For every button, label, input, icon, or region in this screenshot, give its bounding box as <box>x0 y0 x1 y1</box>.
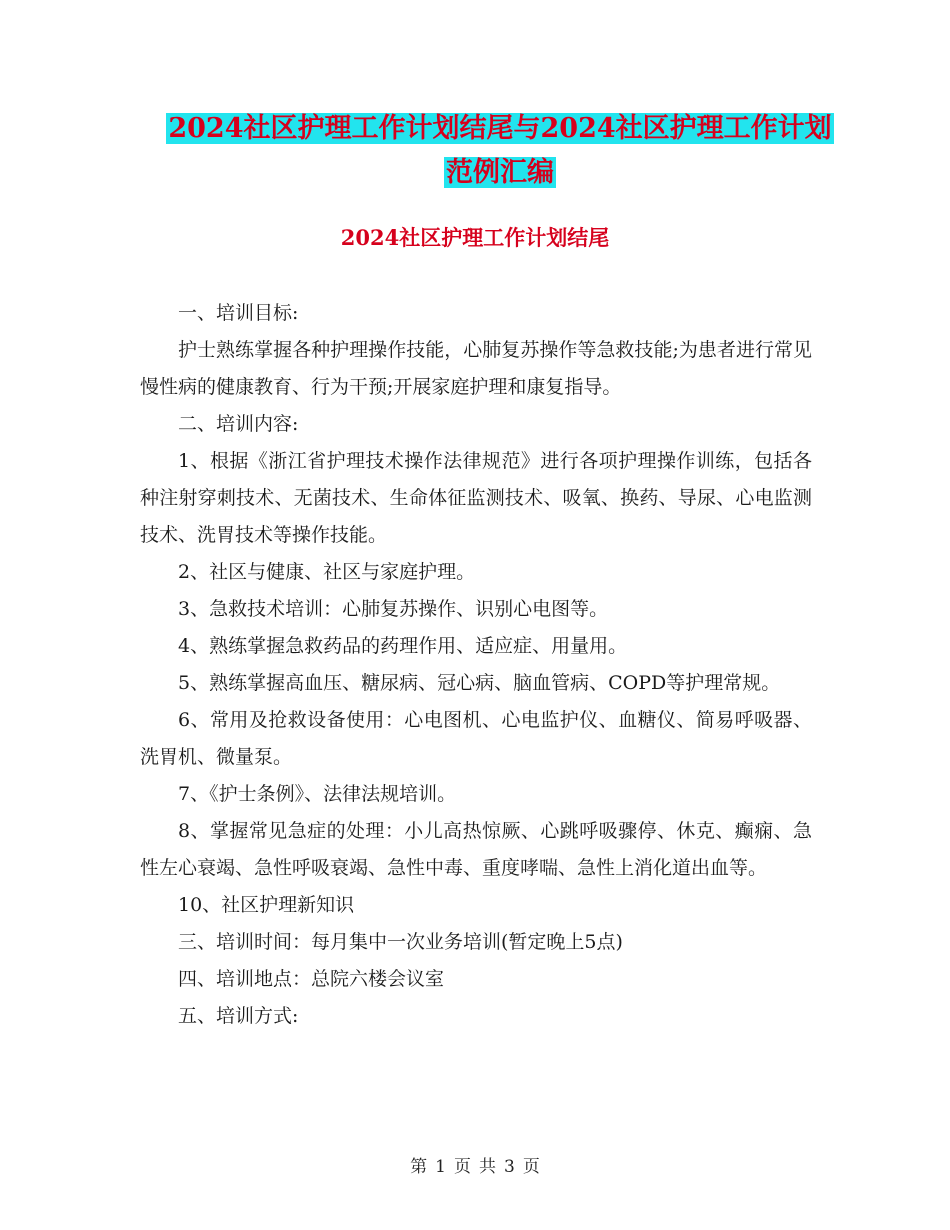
footer-label-ye: 页 <box>454 1157 471 1177</box>
doc-title-line1 <box>140 110 860 148</box>
doc-body <box>140 295 812 1035</box>
current-page-number: 1 <box>435 1157 446 1177</box>
footer-label-ye2: 页 <box>522 1157 540 1177</box>
footer-label-di: 第 <box>410 1157 428 1177</box>
title-line2-text: 范例汇编 <box>446 157 554 188</box>
paragraph: 2、社区与健康、社区与家庭护理。 <box>178 561 476 583</box>
footer-label-gong: 共 <box>479 1157 496 1177</box>
paragraph: 4、熟练掌握急救药品的药理作用、适应症、用量用。 <box>178 635 628 657</box>
paragraph: 3、急救技术培训：心肺复苏操作、识别心电图等。 <box>178 598 609 620</box>
paragraph: 6、常用及抢救设备使用：心电图机、心电监护仪、血糖仪、简易呼吸器、洗胃机、微量泵。 <box>140 709 812 768</box>
paragraph: 五、培训方式: <box>178 1005 299 1027</box>
page-footer <box>0 1152 950 1177</box>
paragraph: 8、掌握常见急症的处理：小儿高热惊厥、心跳呼吸骤停、休克、癫痫、急性左心衰竭、急性呼吸衰竭、急性中毒、重度哮喘、急性上消化道出血等。 <box>140 820 812 879</box>
doc-title-line2 <box>140 154 860 192</box>
paragraph: 7、《护士条例》、法律法规培训。 <box>178 783 457 805</box>
paragraph: 1、根据《浙江省护理技术操作法律规范》进行各项护理操作训练，包括各种注射穿刺技术、无菌技术、生命体征监测技术、吸氧、换药、导尿、心电监测技术、洗胃技术等操作技能。 <box>140 450 812 546</box>
paragraph: 三、培训时间：每月集中一次业务培训(暂定晚上5点) <box>178 931 623 953</box>
paragraph: 四、培训地点：总院六楼会议室 <box>178 968 445 990</box>
paragraph: 二、培训内容: <box>178 413 299 435</box>
title-line1-text: 2024社区护理工作计划结尾与2024社区护理工作计划 <box>168 113 832 144</box>
total-page-number: 3 <box>504 1157 515 1177</box>
section-heading: 2024社区护理工作计划结尾 <box>340 225 610 250</box>
paragraph: 10、社区护理新知识 <box>178 894 355 916</box>
paragraph: 5、熟练掌握高血压、糖尿病、冠心病、脑血管病、COPD等护理常规。 <box>178 672 781 694</box>
paragraph: 一、培训目标: <box>178 302 299 324</box>
paragraph: 护士熟练掌握各种护理操作技能，心肺复苏操作等急救技能;为患者进行常见慢性病的健康教育、行为干预;开展家庭护理和康复指导。 <box>140 339 812 398</box>
